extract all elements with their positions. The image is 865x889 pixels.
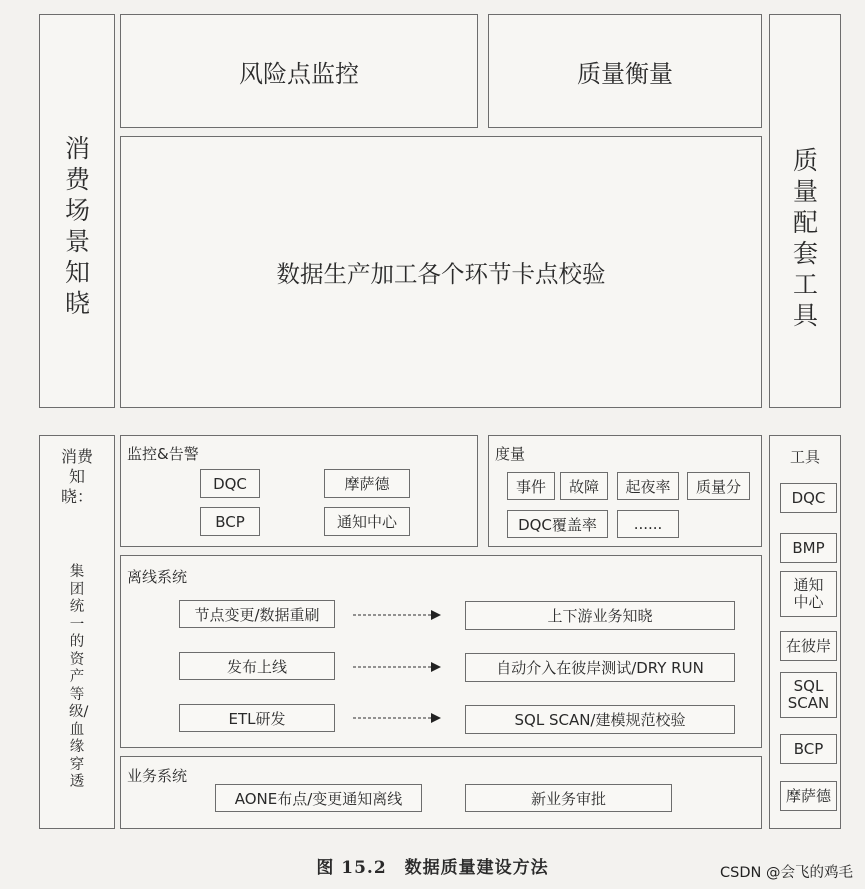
consumption-scene-text: 消费场景知晓: [65, 134, 91, 318]
monitor-chip-mossad: 摩萨德: [324, 469, 410, 498]
consumption-awareness-title: 消费知晓：: [61, 447, 94, 506]
csdn-watermark: CSDN @会飞的鸡毛: [720, 865, 853, 881]
metric-chip-more: ......: [617, 510, 679, 538]
arrow-right-icon: [353, 711, 443, 725]
offline-system-box: [120, 555, 762, 748]
consumption-awareness-panel: [39, 435, 115, 829]
metric-chip-night-rate: 起夜率: [617, 472, 679, 500]
business-system-label: 业务系统: [127, 767, 188, 785]
tool-bmp: BMP: [780, 533, 837, 563]
offline-result-downstream-aware: 上下游业务知晓: [465, 601, 735, 630]
monitor-chip-dqc: DQC: [200, 469, 260, 498]
quality-measure-box: [488, 14, 762, 128]
quality-tools-panel: [769, 14, 841, 408]
metric-chip-event: 事件: [507, 472, 555, 500]
arrow-right-icon: [353, 608, 443, 622]
risk-monitoring-box: [120, 14, 478, 128]
business-item-new-approval: 新业务审批: [465, 784, 672, 812]
offline-system-label: 离线系统: [127, 568, 188, 586]
tools-label: 工具: [789, 448, 820, 466]
tools-panel: [769, 435, 841, 829]
tool-dqc: DQC: [780, 483, 837, 513]
risk-monitoring-text: 风险点监控: [239, 59, 359, 88]
offline-step-etl-dev: ETL研发: [179, 704, 335, 732]
quality-tools-text: 质量配套工具: [793, 146, 819, 330]
business-system-box: [120, 756, 762, 829]
checkpoint-text: 数据生产加工各个环节卡点校验: [276, 260, 606, 288]
metrics-label: 度量: [495, 445, 526, 463]
offline-result-sql-scan: SQL SCAN/建模规范校验: [465, 705, 735, 734]
tool-bcp: BCP: [780, 734, 837, 764]
monitor-chip-notify-center: 通知中心: [324, 507, 410, 536]
offline-step-node-change: 节点变更/数据重刷: [179, 600, 335, 628]
arrow-right-icon: [353, 660, 443, 674]
monitor-chip-bcp: BCP: [200, 507, 260, 536]
monitoring-alerts-label: 监控&告警: [127, 445, 199, 463]
metric-chip-quality-score: 质量分: [687, 472, 750, 500]
asset-level-lineage-text: 集团统一的资产等级/血缘穿透: [69, 564, 89, 790]
metric-chip-fault: 故障: [560, 472, 608, 500]
monitoring-alerts-box: [120, 435, 478, 547]
tool-notify-center: 通知中心: [780, 571, 837, 617]
figure-caption: 图 15.2 数据质量建设方法: [316, 858, 549, 878]
tool-bi-an: 在彼岸: [780, 631, 837, 661]
tool-sql-scan: SQL SCAN: [780, 672, 837, 718]
consumption-scene-panel: [39, 14, 115, 408]
offline-result-dry-run: 自动介入在彼岸测试/DRY RUN: [465, 653, 735, 682]
quality-measure-text: 质量衡量: [577, 59, 673, 88]
offline-step-release: 发布上线: [179, 652, 335, 680]
metrics-box: [488, 435, 762, 547]
checkpoint-box: [120, 136, 762, 408]
tool-mossad: 摩萨德: [780, 781, 837, 811]
metric-chip-dqc-coverage: DQC覆盖率: [507, 510, 608, 538]
business-item-aone: AONE布点/变更通知离线: [215, 784, 422, 812]
